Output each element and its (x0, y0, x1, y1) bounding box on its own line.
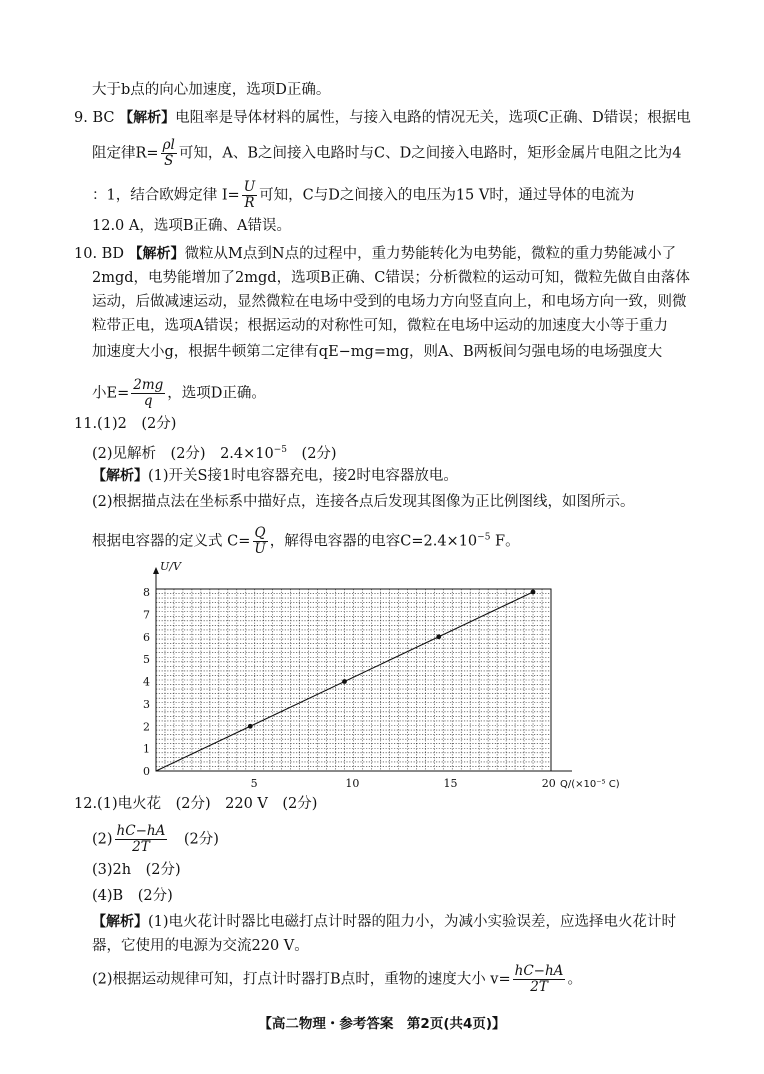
q12-analysis2: 器，它使用的电源为交流220 V。 (92, 938, 309, 954)
frac-den: R (244, 195, 255, 211)
q10-text: 微粒从M点到N点的过程中，重力势能转化为电势能，微粒的重力势能减小了 (184, 246, 677, 262)
q12-answer3: (3)2h (2分) (92, 862, 181, 878)
q9-text: 电阻率是导体材料的属性，与接入电路的情况无关，选项C正确、D错误；根据电 (175, 110, 691, 126)
x-tick-label: 5 (250, 777, 258, 790)
x-tick-label: 20 (541, 777, 556, 790)
q11-text: (2)见解析 (2分) 2.4×10 (92, 445, 274, 462)
q9-text: 可知，A、B之间接入电路时与C、D之间接入电路时，矩形金属片电阻之比为4 (178, 145, 682, 162)
q11-text: (1)开关S接1时电容器充电，接2时电容器放电。 (148, 468, 458, 484)
q11-text: ，解得电容器的电容C=2.4×10 (269, 533, 478, 550)
y-tick-label: 2 (143, 720, 150, 734)
formula-fraction (161, 138, 177, 169)
y-tick-label: 8 (143, 586, 150, 599)
frac-num: 2mg (133, 377, 164, 393)
q9-line4: 12.0 A，选项B正确、A错误。 (92, 218, 291, 234)
frac-num: ρl (162, 137, 175, 153)
q10-line6 (92, 378, 266, 409)
formula-fraction (131, 378, 165, 409)
q12-answer1: 12.(1)电火花 (2分) 220 V (2分) (74, 796, 318, 812)
data-point (342, 679, 347, 684)
analysis-tag: 【解析】 (119, 110, 176, 126)
x-tick-label: 10 (345, 777, 360, 790)
frac-num: hC−hA (116, 823, 166, 839)
analysis-tag: 【解析】 (92, 914, 148, 930)
q12-answer2 (92, 824, 219, 855)
q10-line2: 2mgd，电势能增加了2mgd，选项B正确、C错误；分析微粒的运动可知，微粒先做自由落体 (92, 270, 690, 286)
q11-text: F。 (490, 533, 520, 550)
q9-line1 (74, 108, 691, 128)
y-tick-label: 5 (143, 653, 150, 667)
frac-num: Q (254, 525, 266, 541)
q11-analysis1 (92, 466, 458, 486)
frac-den: 2T (132, 839, 150, 855)
y-tick-label: 0 (143, 765, 150, 778)
q12-text: (2分) (169, 831, 219, 848)
analysis-tag: 【解析】 (128, 246, 185, 262)
frac-num: U (243, 179, 256, 195)
frac-den: S (164, 153, 174, 169)
exponent: −5 (273, 445, 288, 455)
frac-den: q (143, 393, 153, 409)
q10-number: 10. BD (74, 246, 124, 262)
data-point (436, 634, 441, 639)
y-tick-label: 6 (143, 630, 150, 644)
x-axis-label: Q/(×10⁻⁵ C) (560, 779, 620, 790)
q11-analysis2: (2)根据描点法在坐标系中描好点，连接各点后发现其图像为正比例图线，如图所示。 (92, 494, 635, 510)
q12-text: (2)根据运动规律可知，打点计时器打B点时，重物的速度大小 v= (92, 971, 511, 988)
formula-fraction (513, 964, 566, 995)
q12-answer4: (4)B (2分) (92, 888, 173, 904)
q9-text: 可知，C与D之间接入的电压为15 V时，通过导体的电流为 (259, 187, 635, 204)
formula-fraction (242, 180, 257, 211)
q11-text: (2分) (287, 445, 337, 462)
y-axis-arrow (153, 567, 159, 574)
page-footer: 【高二物理・参考答案 第2页(共4页)】 (258, 1016, 506, 1032)
text-line: 大于b点的向心加速度，选项D正确。 (92, 82, 331, 98)
q10-text: ，选项D正确。 (167, 385, 266, 402)
y-tick-label: 4 (143, 675, 150, 689)
q9-line2 (92, 138, 681, 169)
frac-den: 2T (530, 979, 548, 995)
q12-text: (2) (92, 831, 113, 848)
q10-line5: 加速度大小g，根据牛顿第二定律有qE−mg=mg，则A、B两板间匀强电场的电场强度大 (92, 344, 663, 360)
data-point (531, 590, 536, 595)
exponent: −5 (477, 532, 491, 543)
q11-answer2 (92, 440, 337, 464)
y-axis-label: U/V (160, 560, 181, 573)
q10-line4: 粒带正电，选项A错误；根据运动的对称性可知，微粒在电场中运动的加速度大小等于重力 (92, 318, 668, 334)
q9-text: ：1，结合欧姆定律 I= (92, 187, 240, 204)
q12-text: (1)电火花计时器比电磁打点计时器的阻力小，为减小实验误差，应选择电火花计时 (148, 914, 677, 930)
q12-text: 。 (567, 971, 582, 988)
q10-line3: 运动，后做减速运动，显然微粒在电场中受到的电场力方向竖直向上，和电场方向一致，则微 (92, 294, 687, 310)
q12-analysis1 (92, 912, 676, 932)
q11-answer1: 11.(1)2 (2分) (74, 416, 177, 432)
q10-text: 小E= (92, 385, 130, 402)
data-point (248, 724, 253, 729)
formula-fraction (115, 824, 168, 855)
analysis-tag: 【解析】 (92, 468, 148, 484)
frac-den: U (254, 541, 266, 557)
q9-text: 阻定律R= (92, 145, 159, 162)
frac-num: hC−hA (514, 963, 564, 979)
y-tick-label: 3 (143, 697, 150, 711)
q9-line3 (92, 180, 634, 211)
y-tick-label: 1 (143, 742, 150, 756)
q11-text: 根据电容器的定义式 C= (92, 533, 251, 550)
formula-fraction (252, 526, 267, 557)
x-tick-label: 15 (443, 777, 458, 790)
q12-analysis3 (92, 964, 582, 995)
q9-number: 9. BC (74, 110, 115, 126)
q11-analysis3 (92, 526, 520, 557)
y-tick-label: 7 (143, 608, 150, 622)
q10-line1 (74, 244, 676, 264)
q-u-chart (0, 556, 764, 796)
